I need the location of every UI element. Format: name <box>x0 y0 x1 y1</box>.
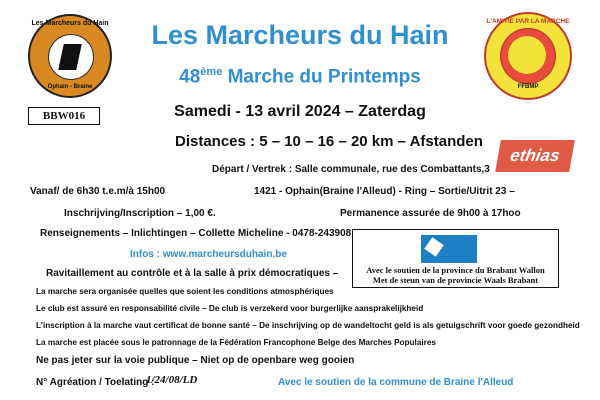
province-line-nl: Met de steun van de provincie Waals Brabant <box>372 275 539 285</box>
club-logo-text: Les Marcheurs du Hain <box>31 20 109 27</box>
page-title: Les Marcheurs du Hain <box>151 20 449 50</box>
globe-icon <box>508 36 546 74</box>
edition-rest: Marche du Printemps <box>222 66 421 88</box>
note-health: L'inscription à la marche vaut certificat de bonne santé – De inschrijving op de wandeltocht geld is als getuigschrift voor goede gezondheid <box>36 321 580 330</box>
ffbmp-logo-text: L'AMITIE PAR LA MARCHE <box>486 18 570 25</box>
hours-line: Vanaf/ de 6h30 t.e.m/à 15h00 <box>30 186 166 197</box>
website-link[interactable]: Infos : www.marcheursduhain.be <box>130 249 287 260</box>
note-weather: La marche sera organisée quelles que soient les conditions atmosphériques <box>36 287 334 296</box>
road-note: Ne pas jeter sur la voie publique – Niet op de openbare weg gooien <box>36 355 355 366</box>
note-insurance: Le club est assuré en responsabilité civile – De club is verzekerd voor burgerlijke aansprakelijkheid <box>36 304 424 313</box>
agreement-value: 1/24/08/LD <box>146 374 198 386</box>
commune-support: Avec le soutien de la commune de Braine l'Alleud <box>278 377 514 388</box>
ffbmp-label: FFBMP <box>517 84 539 90</box>
permanence-line: Permanence assurée de 9h00 à 17hoo <box>340 208 521 219</box>
edition-number: 48 <box>179 66 201 88</box>
ethias-logo: ethias <box>495 140 575 172</box>
ffbmp-logo <box>484 12 572 100</box>
note-federation: La marche est placée sous le patronnage de la Fédération Francophone Belge des Marches Populaires <box>36 338 436 347</box>
agreement-label: N° Agréation / Toelating : <box>36 377 155 388</box>
contact-line: Renseignements – Inlichtingen – Collette Micheline - 0478-243908 <box>40 228 352 239</box>
province-box <box>352 229 559 288</box>
depart-line: Départ / Vertrek : Salle communale, rue des Combattants,3 <box>212 164 490 175</box>
address-line: 1421 - Ophain(Braine l'Alleud) - Ring – Sortie/Uitrit 23 – <box>254 186 515 197</box>
event-date: Samedi - 13 avril 2024 – Zaterdag <box>174 103 426 120</box>
registration-line: Inschrijving/Inscription – 1,00 €. <box>64 208 216 219</box>
ravitaillement-line: Ravitaillement au contrôle et à la salle à prix démocratiques – <box>46 268 339 279</box>
province-line-fr: Avec le soutien de la province du Brabant Wallon <box>366 265 545 275</box>
distances: Distances : 5 – 10 – 16 – 20 km – Afstanden <box>175 133 483 150</box>
edition-suffix: ème <box>200 66 223 78</box>
club-logo-subtext: Ophain - Braine <box>47 84 93 90</box>
code-box: BBW016 <box>28 107 100 125</box>
